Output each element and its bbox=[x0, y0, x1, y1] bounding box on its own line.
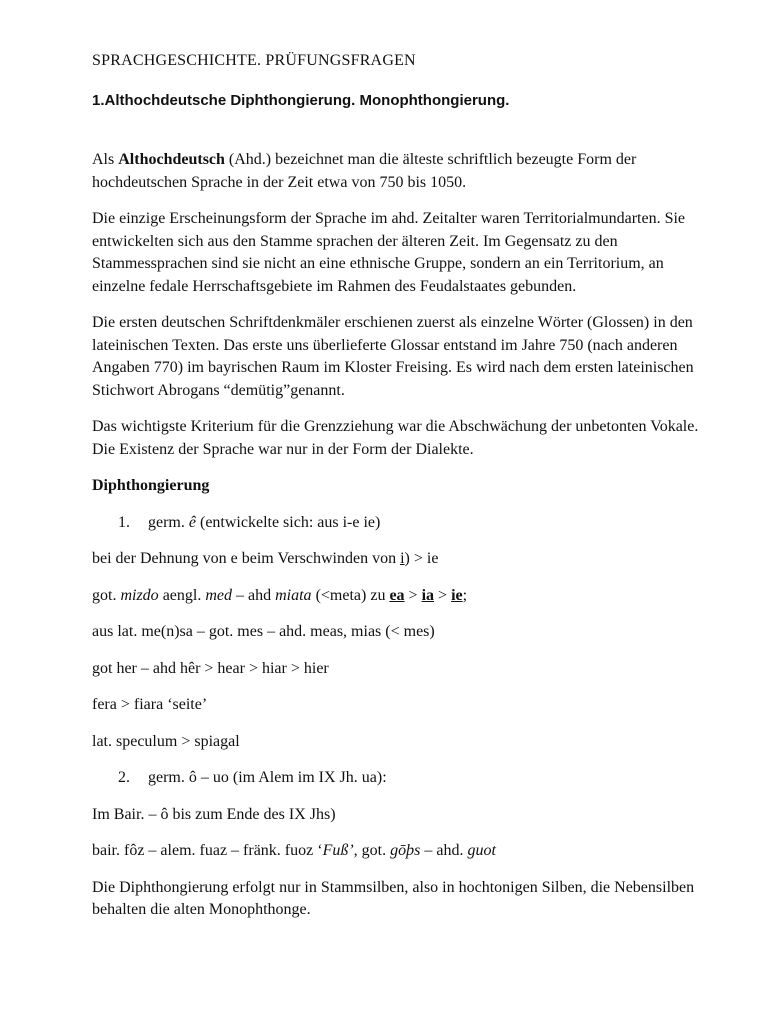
text-run: got. bbox=[92, 586, 121, 604]
paragraph-schriftdenkmaeler: Die ersten deutschen Schriftdenkmäler erschienen zuerst als einzelne Wörter (Glossen) in den lateinischen Texten. Das erste uns überlieferte Glossar entstand im Jahre 750 (nach anderen Angaben 770) im bayrischen Raum im Kloster Freising. Es wird nach dem ersten lateinischen Stichwort Abrogans “demütig”genannt. bbox=[92, 314, 694, 399]
numbered-item-1 bbox=[92, 512, 712, 535]
text-run: (entwickelte sich: aus i-e ie) bbox=[195, 513, 381, 531]
text-run: aengl. bbox=[158, 586, 206, 604]
text-underlined: ie bbox=[451, 586, 463, 604]
example-line-speculum: lat. speculum > spiagal bbox=[92, 732, 240, 750]
text-run: bei der Dehnung von e beim Verschwinden von bbox=[92, 550, 401, 567]
text-run: (Ahd.) bezeichnet man die älteste schriftlich bezeugte Form der hochdeutschen Sprache in der Zeit etwa von 750 bis 1050. bbox=[92, 151, 637, 191]
text-italic: gōþs bbox=[390, 842, 421, 859]
paragraph-territorialmundarten: Die einzige Erscheinungsform der Sprache im ahd. Zeitalter waren Territorialmundarten. Sie entwickelten sich aus den Stamme sprachen der älteren Zeit. Im Gegensatz zu den Stammessprachen sind sie nicht an eine ethnische Gruppe, sondern an ein Territorium, an einzelne fedale Herrschaftsgebiete im Rahmen des Feudalstaates gebunden. bbox=[92, 210, 686, 295]
text-italic: miata bbox=[275, 586, 312, 604]
text-run: > bbox=[434, 586, 452, 604]
text-run: > bbox=[404, 586, 422, 604]
document-title: SPRACHGESCHICHTE. PRÜFUNGSFRAGEN bbox=[92, 52, 416, 69]
text-underlined: ea bbox=[389, 586, 405, 604]
text-italic: Fuß’ bbox=[322, 842, 354, 859]
example-line-bair: Im Bair. – ô bis zum Ende des IX Jhs) bbox=[92, 805, 336, 823]
item-number: 1. bbox=[118, 513, 130, 531]
text-run: (<meta) zu bbox=[311, 586, 390, 604]
item-number: 2. bbox=[118, 769, 130, 786]
example-line-mizdo bbox=[92, 585, 712, 608]
text-italic: med bbox=[205, 586, 232, 604]
paragraph-intro bbox=[92, 149, 712, 194]
example-line-fera: fera > fiara ‘seite’ bbox=[92, 696, 208, 713]
text-run: ) > ie bbox=[404, 550, 439, 567]
text-italic: guot bbox=[467, 842, 496, 859]
text-underlined: ia bbox=[421, 586, 435, 604]
text-underlined: i bbox=[400, 550, 405, 567]
text-run: – ahd. bbox=[420, 842, 468, 859]
numbered-item-2 bbox=[92, 767, 712, 790]
term-althochdeutsch: Althochdeutsch bbox=[118, 151, 225, 168]
example-line-dehnung bbox=[92, 548, 712, 571]
paragraph-stammsilben: Die Diphthongierung erfolgt nur in Stammsilben, also in hochtonigen Silben, die Nebensilben behalten die alten Monophthonge. bbox=[92, 878, 695, 918]
text-run: – ahd bbox=[232, 586, 276, 604]
subheading-diphthongierung: Diphthongierung bbox=[92, 477, 210, 494]
section-heading-1: 1.Althochdeutsche Diphthongierung. Monophthongierung. bbox=[92, 92, 510, 109]
text-run: germ. ô – uo (im Alem im IX Jh. ua): bbox=[148, 769, 387, 786]
text-run: , got. bbox=[353, 842, 391, 859]
example-line-fuoz bbox=[92, 840, 712, 863]
text-italic: ê bbox=[188, 513, 196, 531]
paragraph-kriterium: Das wichtigste Kriterium für die Grenzziehung war die Abschwächung der unbetonten Vokale. Die Existenz der Sprache war nur in der Form der Dialekte. bbox=[92, 418, 699, 458]
document-body bbox=[92, 149, 712, 936]
example-line-mensa: aus lat. me(n)sa – got. mes – ahd. meas, mias (< mes) bbox=[92, 623, 435, 640]
text-run: bair. fôz – alem. fuaz – fränk. fuoz ‘ bbox=[92, 842, 323, 859]
text-run: Als bbox=[92, 151, 119, 168]
text-italic: mizdo bbox=[120, 586, 159, 604]
example-line-her: got her – ahd hêr > hear > hiar > hier bbox=[92, 659, 329, 677]
text-run: ; bbox=[462, 586, 468, 604]
text-run: germ. bbox=[148, 513, 189, 531]
